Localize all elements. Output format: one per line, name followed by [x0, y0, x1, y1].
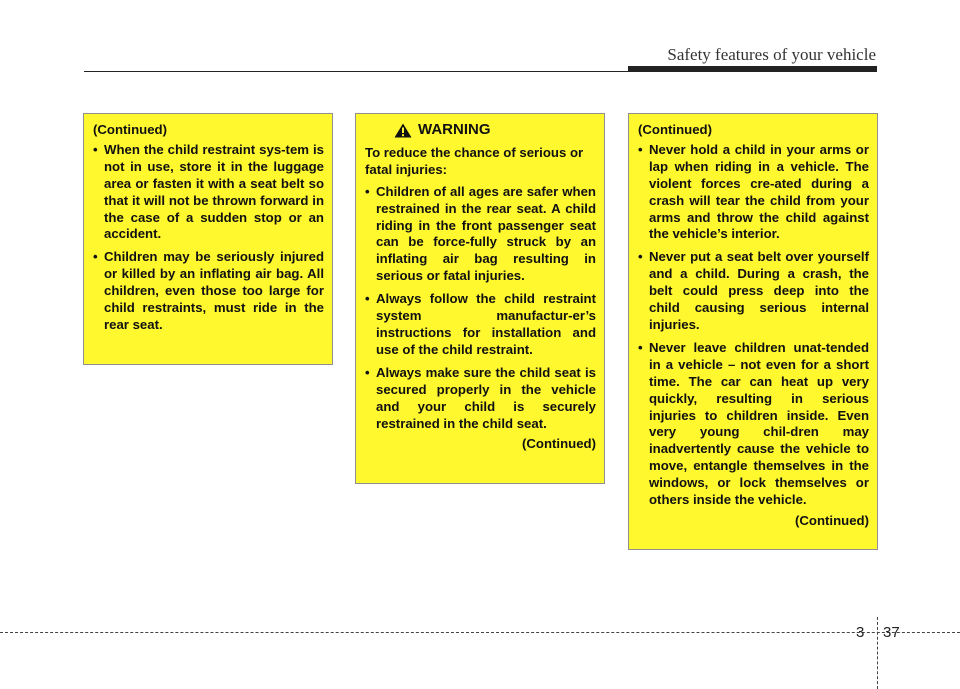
bullet-item: • Always follow the child restraint system manufactur-er’s instructions for installation and use of the child restraint. [365, 291, 596, 359]
bullet-item: • Never hold a child in your arms or lap when riding in a vehicle. The violent forces cre-ated during a crash will tear the child from your arms and throw the child against the vehicle’s interior. [638, 142, 869, 243]
chapter-number: 3 [856, 624, 865, 641]
bullet-item: • Children of all ages are safer when restrained in the rear seat. A child riding in the front passenger seat can be force-fully struck by an inflating air bag resulting in serious or fatal injuries. [365, 184, 596, 285]
bullet-item: • Always make sure the child seat is secured properly in the vehicle and your child is securely restrained in the child seat. [365, 365, 596, 433]
bullet-list [638, 142, 869, 509]
continued-label: (Continued) [93, 122, 167, 137]
bullet-item: • Never put a seat belt over yourself and a child. During a crash, the belt could press deep into the child causing serious internal injuries. [638, 249, 869, 334]
bullet-item: • Never leave children unat-tended in a vehicle – not even for a short time. The car can heat up very quickly, resulting in serious injuries to children inside. Even very young chil-dren may inadvertently cause the vehicle to move, entangle themselves in the windows, or lock themselves or others inside the vehicle. [638, 340, 869, 509]
continued-label: (Continued) [638, 122, 712, 137]
warning-box [355, 113, 605, 484]
bullet-list [93, 142, 324, 334]
page-number: 37 [883, 624, 900, 641]
warning-intro: To reduce the chance of serious or fatal injuries: [365, 144, 584, 177]
continued-label: (Continued) [795, 512, 869, 528]
header-rule-accent [628, 66, 877, 72]
continued-label: (Continued) [522, 436, 596, 452]
caution-box-continued [83, 113, 333, 365]
footer-separator [877, 617, 878, 689]
bullet-item: • When the child restraint sys-tem is not in use, store it in the luggage area or fasten it with a seat belt so that it will not be thrown forward in the case of a sudden stop or an accident. [93, 142, 324, 243]
bullet-item: • Children may be seriously injured or killed by an inflating air bag. All children, even those too large for child restraints, must ride in the rear seat. [93, 249, 324, 334]
warning-heading [394, 122, 596, 139]
footer-rule [0, 632, 960, 633]
caution-box-continued [628, 113, 878, 550]
warning-triangle-icon [394, 123, 412, 138]
bullet-list [365, 184, 596, 433]
warning-label: WARNING [418, 121, 491, 138]
section-title: Safety features of your vehicle [667, 45, 876, 64]
